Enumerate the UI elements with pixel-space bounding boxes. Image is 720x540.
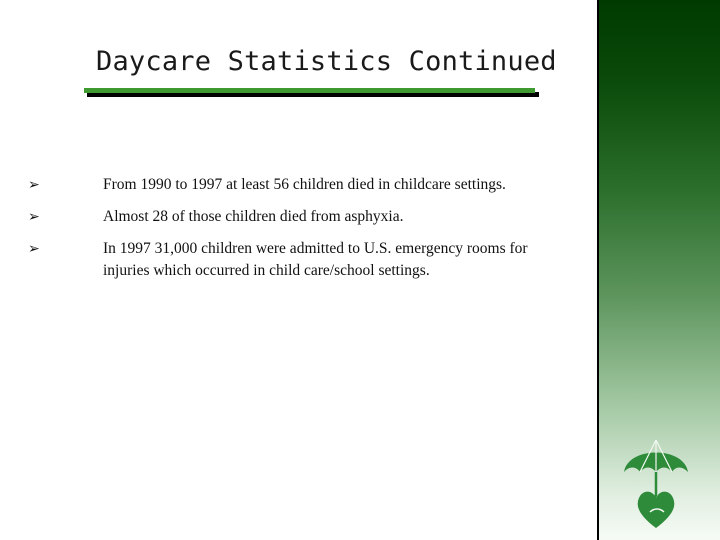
bullet-text-1: From 1990 to 1997 at least 56 children died in childcare settings. — [103, 176, 506, 193]
arrowhead-bullet-icon: ➢ — [28, 209, 40, 225]
bullet-text-2: Almost 28 of those children died from asphyxia. — [103, 208, 404, 225]
bullet-item-2 — [28, 206, 558, 228]
arrowhead-bullet-icon: ➢ — [28, 241, 40, 257]
umbrella-heart-logo-icon — [620, 432, 692, 530]
title-underline — [84, 88, 535, 93]
arrowhead-bullet-icon: ➢ — [28, 177, 40, 193]
slide-title: Daycare Statistics Continued — [96, 46, 557, 77]
bullet-list — [28, 174, 558, 292]
bullet-text-3: In 1997 31,000 children were admitted to U.S. emergency rooms for injuries which occurred in child care/school settings. — [103, 240, 528, 279]
bullet-item-3 — [28, 238, 558, 282]
bullet-item-1 — [28, 174, 558, 196]
